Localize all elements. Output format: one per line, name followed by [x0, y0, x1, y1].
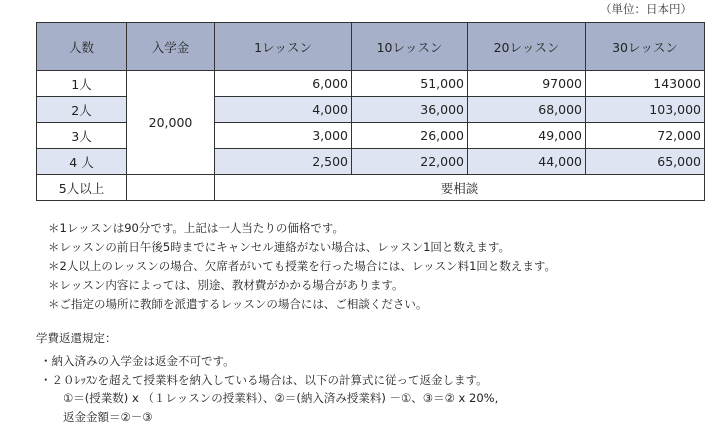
price-10-lessons: 36,000	[352, 97, 468, 123]
price-30-lessons: 143000	[586, 71, 705, 97]
table-row	[37, 175, 705, 201]
refund-policy-title: 学費返還規定：	[36, 331, 117, 345]
price-1-lesson: 3,000	[215, 123, 352, 149]
price-20-lessons: 49,000	[468, 123, 586, 149]
policy-formula: ①＝(授業数) x （１レッスンの授業料）、②＝(納入済み授業料) －①、③＝② x 20%,	[63, 391, 499, 405]
price-20-lessons: 68,000	[468, 97, 586, 123]
header-30-lessons: 30レッスン	[586, 23, 705, 71]
admission-fee-cell: 20,000	[127, 71, 215, 175]
header-10-lessons: 10レッスン	[352, 23, 468, 71]
people-cell: 3人	[37, 123, 127, 149]
policy-formula: 返金金額＝②－③	[63, 409, 153, 424]
notes-list	[48, 219, 556, 314]
header-people: 人数	[37, 23, 127, 71]
people-cell: 4 人	[37, 149, 127, 175]
refund-policy-list	[40, 352, 498, 426]
people-cell: 5人以上	[37, 175, 127, 201]
note-item: ＊ご指定の場所に教師を派遣するレッスンの場合には、ご相談ください。	[48, 297, 428, 311]
price-10-lessons: 51,000	[352, 71, 468, 97]
price-1-lesson: 6,000	[215, 71, 352, 97]
people-cell: 2人	[37, 97, 127, 123]
unit-label: （単位：日本円）	[600, 2, 692, 16]
policy-item: ・２０ﾚｯｽﾝを超えて授業料を納入している場合は、以下の計算式に従って返金します。	[40, 372, 488, 387]
header-20-lessons: 20レッスン	[468, 23, 586, 71]
table-row	[37, 71, 705, 97]
policy-item: ・納入済みの入学金は返金不可です。	[40, 354, 235, 368]
note-item: ＊レッスン内容によっては、別途、教材費がかかる場合があります。	[48, 278, 404, 292]
price-30-lessons: 72,000	[586, 123, 705, 149]
note-item: ＊レッスンの前日午後5時までにキャンセル連絡がない場合は、レッスン1回と数えます。	[48, 240, 510, 254]
admission-empty-cell	[127, 175, 215, 201]
price-10-lessons: 22,000	[352, 149, 468, 175]
consult-cell: 要相談	[215, 175, 705, 201]
note-item: ＊2人以上のレッスンの場合、欠席者がいても授業を行った場合には、レッスン料1回と数えます。	[48, 259, 556, 273]
table-header-row	[37, 23, 705, 71]
price-20-lessons: 97000	[468, 71, 586, 97]
price-30-lessons: 65,000	[586, 149, 705, 175]
price-30-lessons: 103,000	[586, 97, 705, 123]
header-1-lesson: 1レッスン	[215, 23, 352, 71]
price-1-lesson: 4,000	[215, 97, 352, 123]
note-item: ＊1レッスンは90分です。上記は一人当たりの価格です。	[48, 221, 344, 235]
price-10-lessons: 26,000	[352, 123, 468, 149]
people-cell: 1人	[37, 71, 127, 97]
price-20-lessons: 44,000	[468, 149, 586, 175]
fee-table	[36, 22, 705, 201]
header-admission: 入学金	[127, 23, 215, 71]
price-1-lesson: 2,500	[215, 149, 352, 175]
